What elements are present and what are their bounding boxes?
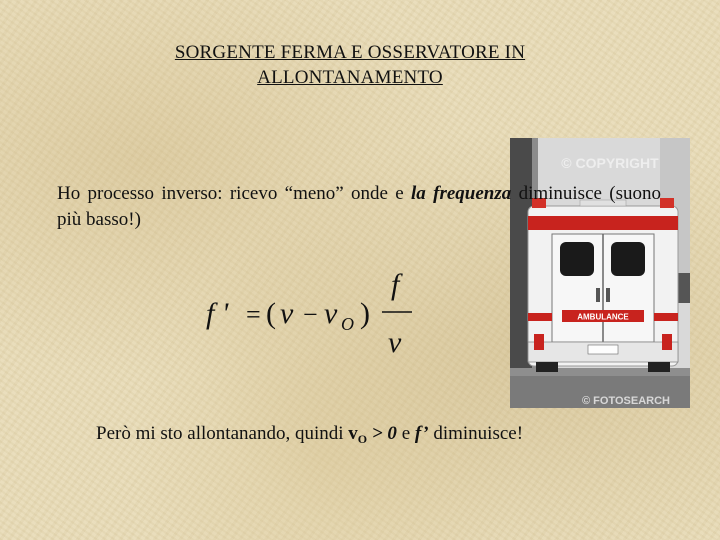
- explanation-emphasis: la frequenza: [411, 183, 512, 204]
- formula-v: v: [280, 297, 294, 330]
- formula-lhs: f ': [206, 297, 229, 330]
- slide-title-line-1: SORGENTE FERMA E OSSERVATORE IN: [174, 42, 526, 63]
- formula-numerator: f: [391, 268, 400, 301]
- conclusion-prefix: Però mi sto allontanando, quindi: [96, 423, 349, 444]
- explanation-text-1: Ho processo inverso: ricevo “meno” onde e: [57, 183, 412, 204]
- ambulance-illustration: [510, 138, 690, 408]
- formula-open-paren: (: [266, 297, 276, 330]
- formula-minus: −: [303, 300, 318, 329]
- explanation-paragraph: [57, 181, 661, 233]
- conclusion-suffix: diminuisce!: [428, 423, 524, 444]
- slide-title-line-2: ALLONTANAMENTO: [257, 67, 443, 88]
- formula-denominator: v: [388, 326, 402, 358]
- formula-vo-base: v: [324, 297, 338, 330]
- conclusion-vo-base: v: [348, 423, 358, 444]
- ambulance-photo: [510, 138, 690, 408]
- conclusion-condition: > 0: [367, 423, 397, 444]
- conclusion-middle: e: [396, 423, 415, 444]
- watermark-bottom: © FOTOSEARCH: [582, 395, 670, 407]
- conclusion-vo-sub: O: [357, 432, 368, 446]
- ambulance-label: AMBULANCE: [577, 312, 629, 322]
- explanation-text-2: diminuisce (suono più basso!): [57, 183, 661, 230]
- slide-title: [60, 40, 640, 90]
- formula-vo-sub: O: [341, 314, 354, 334]
- conclusion-f-prime: f’: [414, 423, 429, 444]
- conclusion-line: [96, 421, 656, 452]
- watermark-top: © COPYRIGHT: [561, 155, 659, 171]
- formula-equals: =: [246, 300, 261, 329]
- formula-close-paren: ): [360, 297, 370, 330]
- conclusion-vo: [348, 423, 367, 444]
- doppler-formula: [200, 268, 420, 358]
- formula-graphic: [200, 268, 420, 358]
